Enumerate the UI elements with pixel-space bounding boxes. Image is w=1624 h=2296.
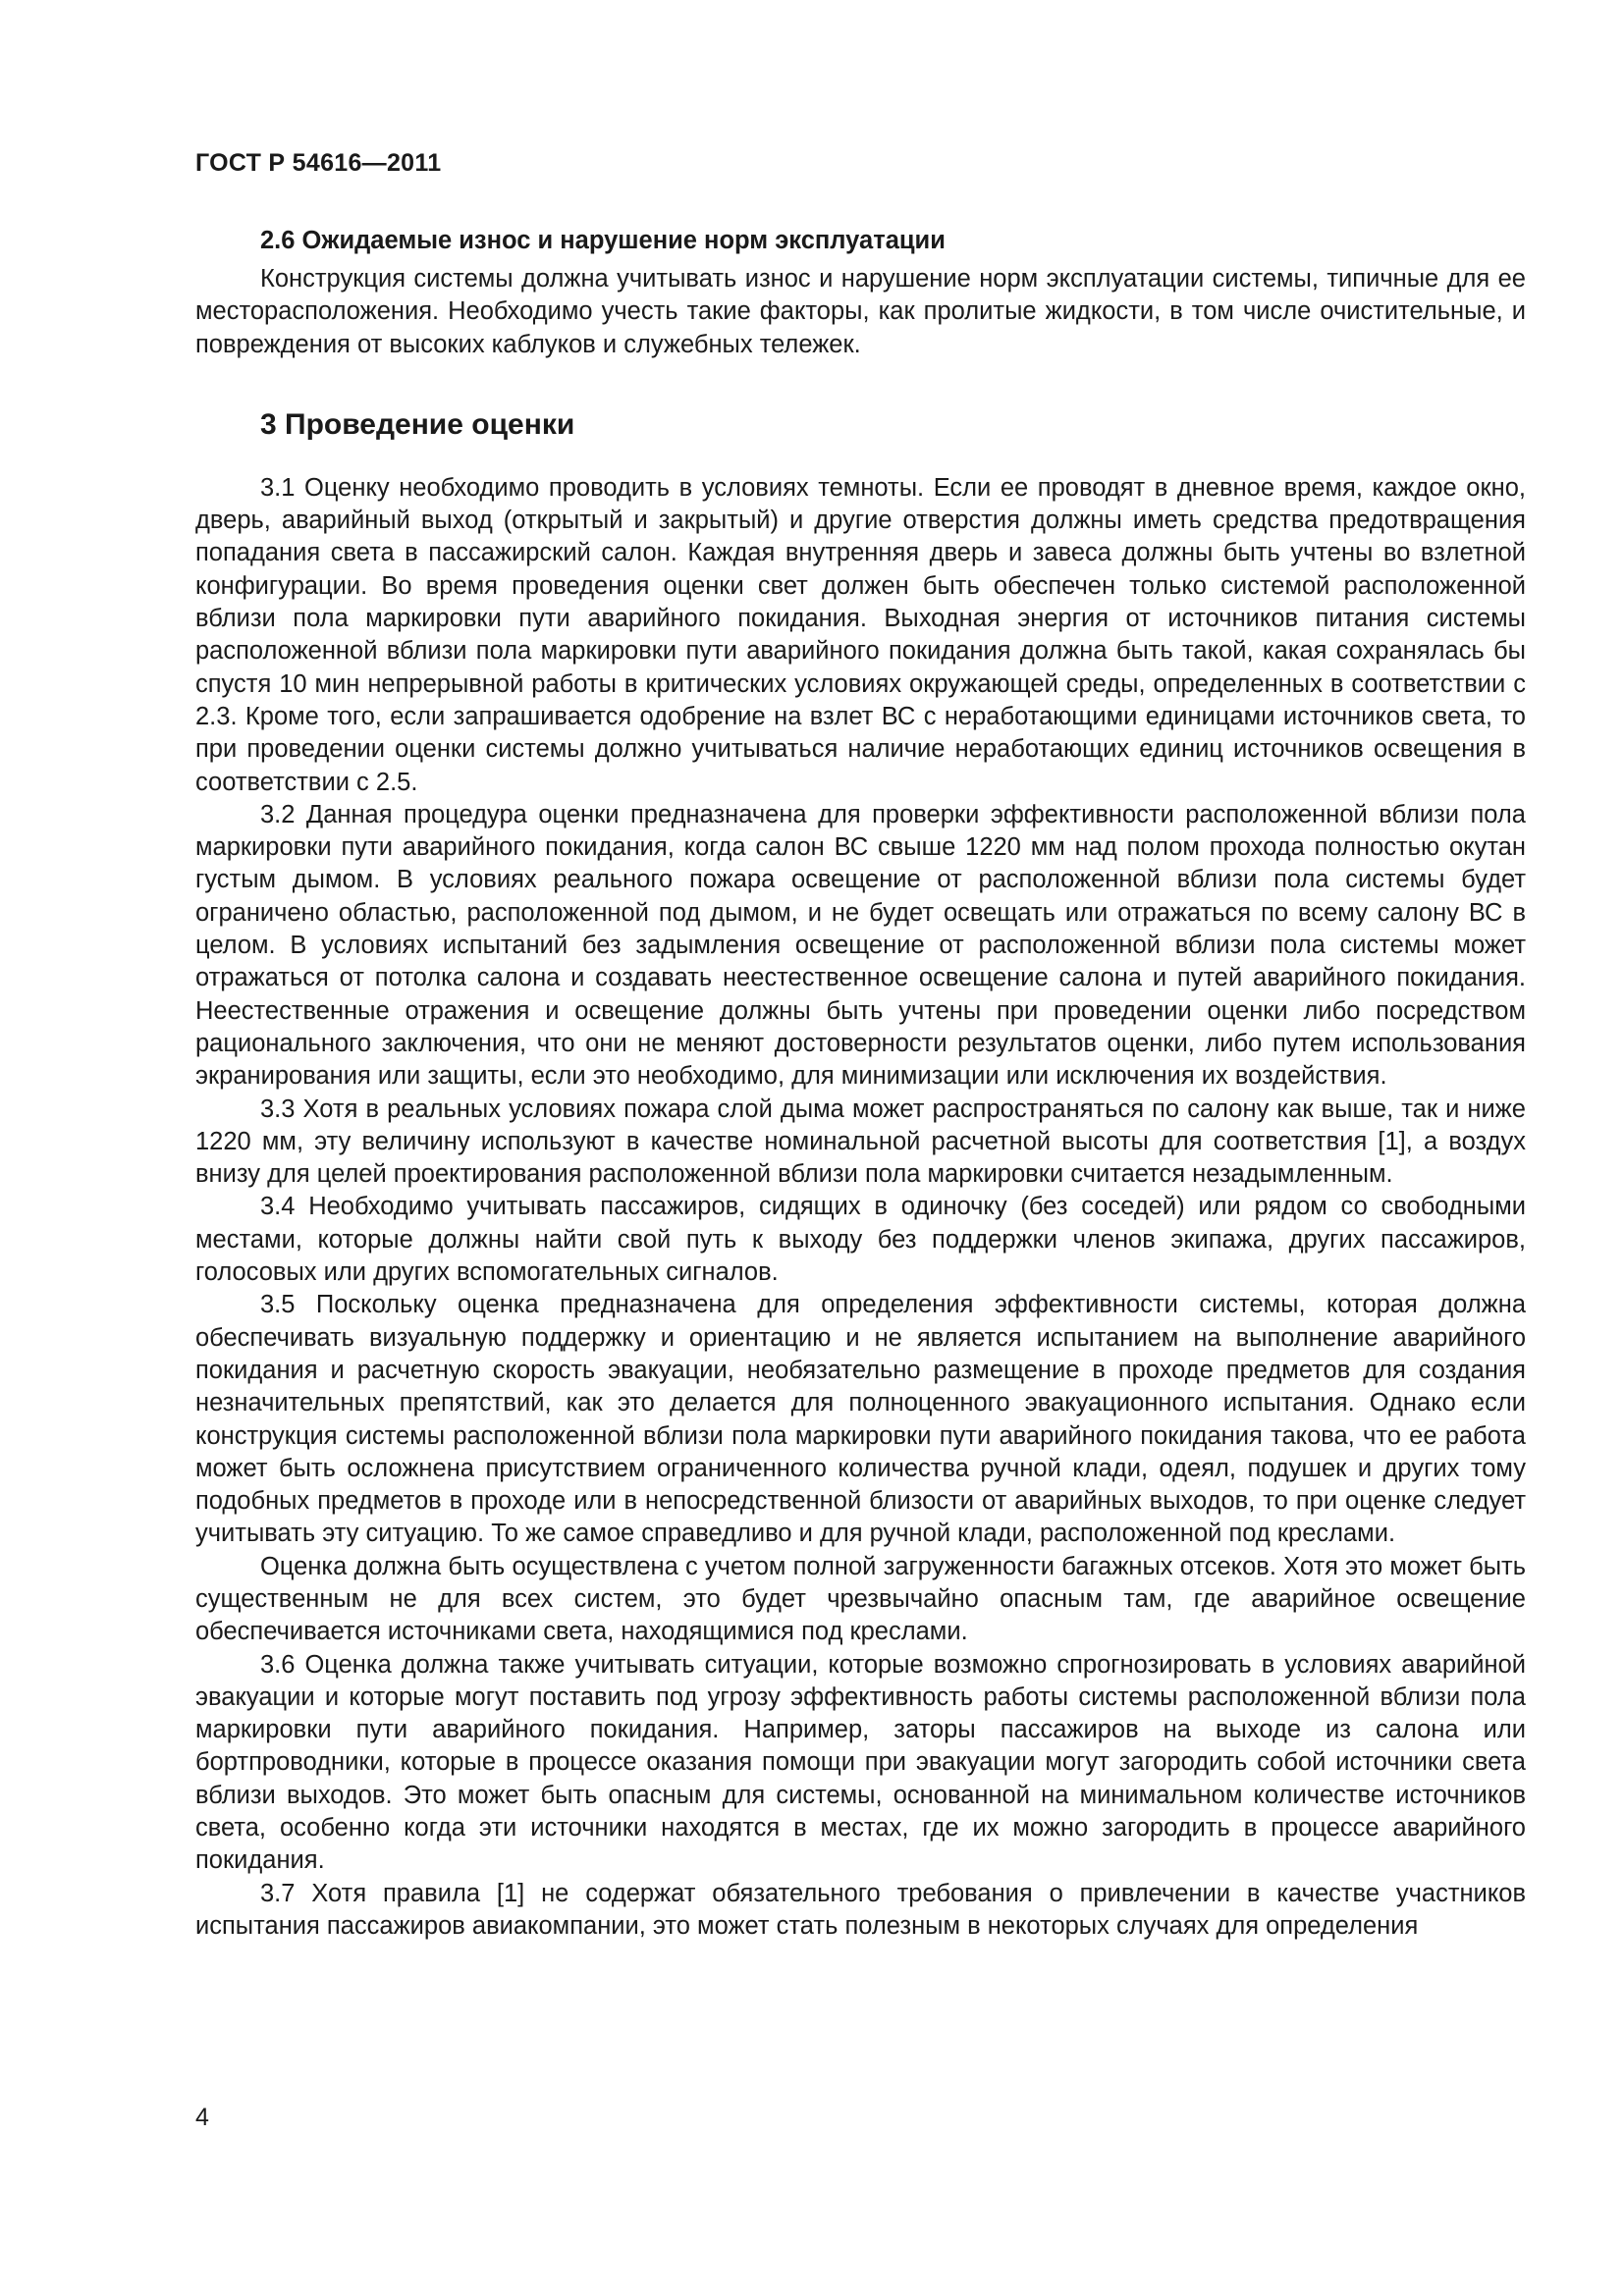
paragraph-3-3: 3.3 Хотя в реальных условиях пожара слой дыма может распространяться по салону как выше, так и ниже 1220 мм, эту величину используют в качестве номинальной расчетной высоты для соответствия [1], а воздух внизу для целей проектирования расположенной вблизи пола маркировки считается незадымленным. <box>195 1095 1526 1189</box>
section-3-heading: 3 Проведение оценки <box>260 407 575 441</box>
page-number: 4 <box>195 2104 209 2131</box>
paragraph-3-5: 3.5 Поскольку оценка предназначена для определения эффективности системы, которая должна обеспечивать визуальную поддержку и ориентацию и не является испытанием на выполнение аварийного покидания и расчетную скорость эвакуации, необязательно размещение в проходе предметов для создания незначительных препятствий, как это делается для полноценного эвакуационного испытания. Однако если конструкция системы расположенной вблизи пола маркировки пути аварийного покидания такова, что ее работа может быть осложнена присутствием ограниченного количества ручной клади, одеял, подушек и других тому подобных предметов в проходе или в непосредственной близости от аварийных выходов, то при оценке следует учитывать эту ситуацию. То же самое справедливо и для ручной клади, расположенной под креслами. <box>195 1291 1526 1548</box>
section-2-6-heading: 2.6 Ожидаемые износ и нарушение норм эксплуатации <box>260 227 946 254</box>
paragraph-3-5-continued: Оценка должна быть осуществлена с учетом полной загруженности багажных отсеков. Хотя это может быть существенным не для всех систем, это будет чрезвычайно опасным там, где аварийное освещение обеспечивается источниками света, находящимися под креслами. <box>195 1552 1526 1646</box>
paragraph-3-1: 3.1 Оценку необходимо проводить в условиях темноты. Если ее проводят в дневное время, каждое окно, дверь, аварийный выход (открытый и закрытый) и другие отверстия должны иметь средства предотвращения попадания света в пассажирский салон. Каждая внутренняя дверь и завеса должны быть учтены во взлетной конфигурации. Во время проведения оценки свет должен быть обеспечен только системой расположенной вблизи пола маркировки пути аварийного покидания. Выходная энергия от источников питания системы расположенной вблизи пола маркировки пути аварийного покидания должна быть такой, какая сохранялась бы спустя 10 мин непрерывной работы в критических условиях окружающей среды, определенных в соответствии с 2.3. Кроме того, если запрашивается одобрение на взлет ВС с неработающими единицами источников света, то при проведении оценки системы должно учитываться наличие неработающих единиц источников освещения в соответствии с 2.5. <box>195 473 1526 796</box>
paragraph-2-6: Конструкция системы должна учитывать износ и нарушение норм эксплуатации системы, типичные для ее месторасположения. Необходимо учесть такие факторы, как пролитые жидкости, в том числе очистительные, и повреждения от высоких каблуков и служебных тележек. <box>195 265 1526 358</box>
paragraph-3-4: 3.4 Необходимо учитывать пассажиров, сидящих в одиночку (без соседей) или рядом со свободными местами, которые должны найти свой путь к выходу без поддержки членов экипажа, других пассажиров, голосовых или других вспомогательных сигналов. <box>195 1193 1526 1287</box>
document-standard-id: ГОСТ Р 54616—2011 <box>195 149 442 177</box>
paragraph-3-2: 3.2 Данная процедура оценки предназначена для проверки эффективности расположенной вблизи пола маркировки пути аварийного покидания, когда салон ВС свыше 1220 мм над полом прохода полностью окутан густым дымом. В условиях реального пожара освещение от расположенной вблизи пола системы будет ограничено областью, расположенной под дымом, и не будет освещать или отражаться по всему салону ВС в целом. В условиях испытаний без задымления освещение от расположенной вблизи пола системы может отражаться от потолка салона и создавать неестественное освещение салона и путей аварийного покидания. Неестественные отражения и освещение должны быть учтены при проведении оценки либо посредством рационального заключения, что они не меняют достоверности результатов оценки, либо путем использования экранирования или защиты, если это необходимо, для минимизации или исключения их воздействия. <box>195 800 1526 1091</box>
paragraph-3-6: 3.6 Оценка должна также учитывать ситуации, которые возможно спрогнозировать в условиях аварийной эвакуации и которые могут поставить под угрозу эффективность работы системы расположенной вблизи пола маркировки пути аварийного покидания. Например, заторы пассажиров на выходе из салона или бортпроводники, которые в процессе оказания помощи при эвакуации могут загородить собой источники света вблизи выходов. Это может быть опасным для системы, основанной на минимальном количестве источников света, особенно когда эти источники находятся в местах, где их можно загородить в процессе аварийного покидания. <box>195 1650 1526 1875</box>
paragraph-3-7: 3.7 Хотя правила [1] не содержат обязательного требования о привлечении в качестве участников испытания пассажиров авиакомпании, это может стать полезным в некоторых случаях для определения <box>195 1879 1526 1940</box>
page-content <box>195 225 1526 1943</box>
